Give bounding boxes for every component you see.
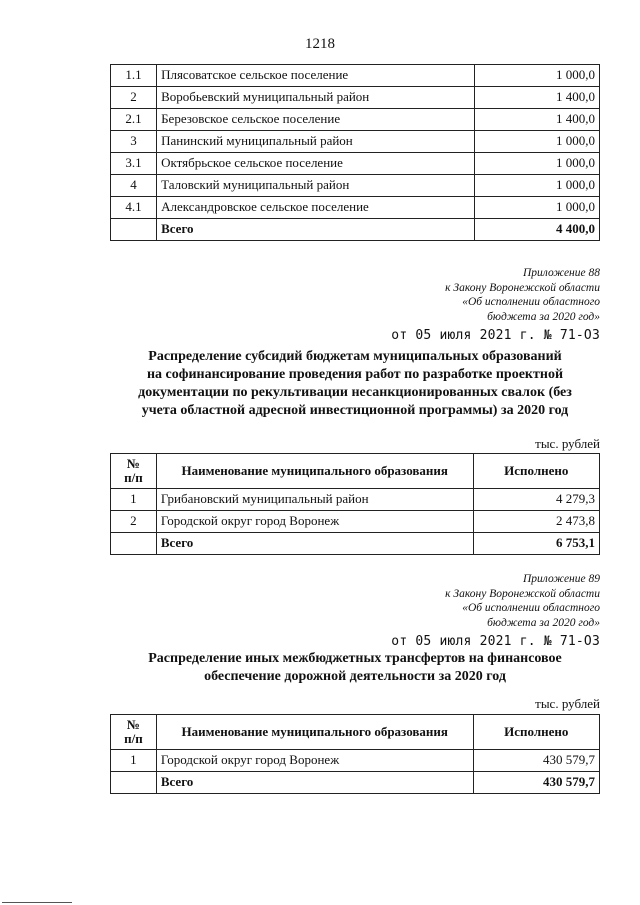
annex-88-decree: от 05 июля 2021 г. № 71-ОЗ [391, 328, 600, 343]
annex-89-caption [445, 572, 600, 630]
header-number: № п/п [111, 454, 157, 489]
table-header-row [111, 715, 600, 750]
total-amount: 4 400,0 [474, 219, 599, 241]
total-label: Всего [156, 772, 473, 794]
amount: 1 400,0 [474, 109, 599, 131]
table-row [111, 65, 600, 87]
table-row [111, 489, 600, 511]
amount: 1 000,0 [474, 131, 599, 153]
row-number: 2 [111, 511, 157, 533]
row-number: 4 [111, 175, 157, 197]
municipality-name: Воробьевский муниципальный район [157, 87, 475, 109]
municipality-name: Таловский муниципальный район [157, 175, 475, 197]
municipality-name: Городской округ город Воронеж [156, 750, 473, 772]
row-number: 1 [111, 489, 157, 511]
annex-89-decree: от 05 июля 2021 г. № 71-ОЗ [391, 634, 600, 649]
row-number: 2 [111, 87, 157, 109]
title-line: обеспечение дорожной деятельности за 2020 год [204, 669, 506, 684]
header-name: Наименование муниципального образования [156, 454, 473, 489]
title-line: учета областной адресной инвестиционной программы) за 2020 год [141, 403, 569, 418]
footer-rule [2, 902, 72, 903]
total-label: Всего [157, 219, 475, 241]
title-line: Распределение субсидий бюджетам муниципальных образований [148, 349, 562, 364]
annex-law-ref: к Закону Воронежской области [445, 587, 600, 600]
annex-number: Приложение 89 [522, 573, 600, 585]
annex-88-title [110, 348, 600, 420]
municipality-name: Октябрьское сельское поселение [157, 153, 475, 175]
municipality-name: Панинский муниципальный район [157, 131, 475, 153]
annex-number: Приложение 88 [522, 267, 600, 279]
amount: 1 400,0 [474, 87, 599, 109]
row-number: 1.1 [111, 65, 157, 87]
municipality-name: Городской округ город Воронеж [156, 511, 473, 533]
total-amount: 430 579,7 [473, 772, 599, 794]
total-amount: 6 753,1 [473, 533, 599, 555]
row-number: 3.1 [111, 153, 157, 175]
annex-law-title-cont: бюджета за 2020 год» [487, 616, 600, 629]
header-value: Исполнено [473, 454, 599, 489]
row-number: 1 [111, 750, 157, 772]
annex-law-title: «Об исполнении областного [462, 296, 600, 308]
title-line: Распределение иных межбюджетных трансфертов на финансовое [148, 651, 562, 666]
total-row [111, 772, 600, 794]
table-row [111, 109, 600, 131]
annex-law-title-cont: бюджета за 2020 год» [487, 310, 600, 323]
amount: 1 000,0 [474, 197, 599, 219]
municipality-name: Березовское сельское поселение [157, 109, 475, 131]
annex-law-title: «Об исполнении областного [462, 602, 600, 614]
empty-cell [111, 219, 157, 241]
municipality-name: Плясоватское сельское поселение [157, 65, 475, 87]
table-row [111, 87, 600, 109]
table-row [111, 197, 600, 219]
title-line: документации по рекультивации несанкционированных свалок (без [138, 385, 572, 400]
header-number: № п/п [111, 715, 157, 750]
municipality-name: Грибановский муниципальный район [156, 489, 473, 511]
subsidy-table-continuation [110, 64, 600, 241]
amount: 4 279,3 [473, 489, 599, 511]
annex-89-units: тыс. рублей [535, 696, 600, 711]
municipality-name: Александровское сельское поселение [157, 197, 475, 219]
amount: 2 473,8 [473, 511, 599, 533]
table-row [111, 131, 600, 153]
annex-88-table [110, 453, 600, 555]
row-number: 4.1 [111, 197, 157, 219]
row-number: 3 [111, 131, 157, 153]
amount: 430 579,7 [473, 750, 599, 772]
row-number: 2.1 [111, 109, 157, 131]
empty-cell [111, 772, 157, 794]
table-row [111, 511, 600, 533]
total-row [111, 533, 600, 555]
header-name: Наименование муниципального образования [156, 715, 473, 750]
annex-88-units: тыс. рублей [535, 436, 600, 451]
amount: 1 000,0 [474, 175, 599, 197]
title-line: на софинансирование проведения работ по разработке проектной [146, 367, 564, 382]
amount: 1 000,0 [474, 65, 599, 87]
total-label: Всего [156, 533, 473, 555]
table-row [111, 153, 600, 175]
empty-cell [111, 533, 157, 555]
annex-89-table [110, 714, 600, 794]
table-header-row [111, 454, 600, 489]
amount: 1 000,0 [474, 153, 599, 175]
table-row [111, 750, 600, 772]
annex-89-title [110, 650, 600, 686]
table-row [111, 175, 600, 197]
annex-88-caption [445, 266, 600, 324]
page-number: 1218 [305, 36, 335, 52]
annex-law-ref: к Закону Воронежской области [445, 281, 600, 294]
header-value: Исполнено [473, 715, 599, 750]
total-row [111, 219, 600, 241]
